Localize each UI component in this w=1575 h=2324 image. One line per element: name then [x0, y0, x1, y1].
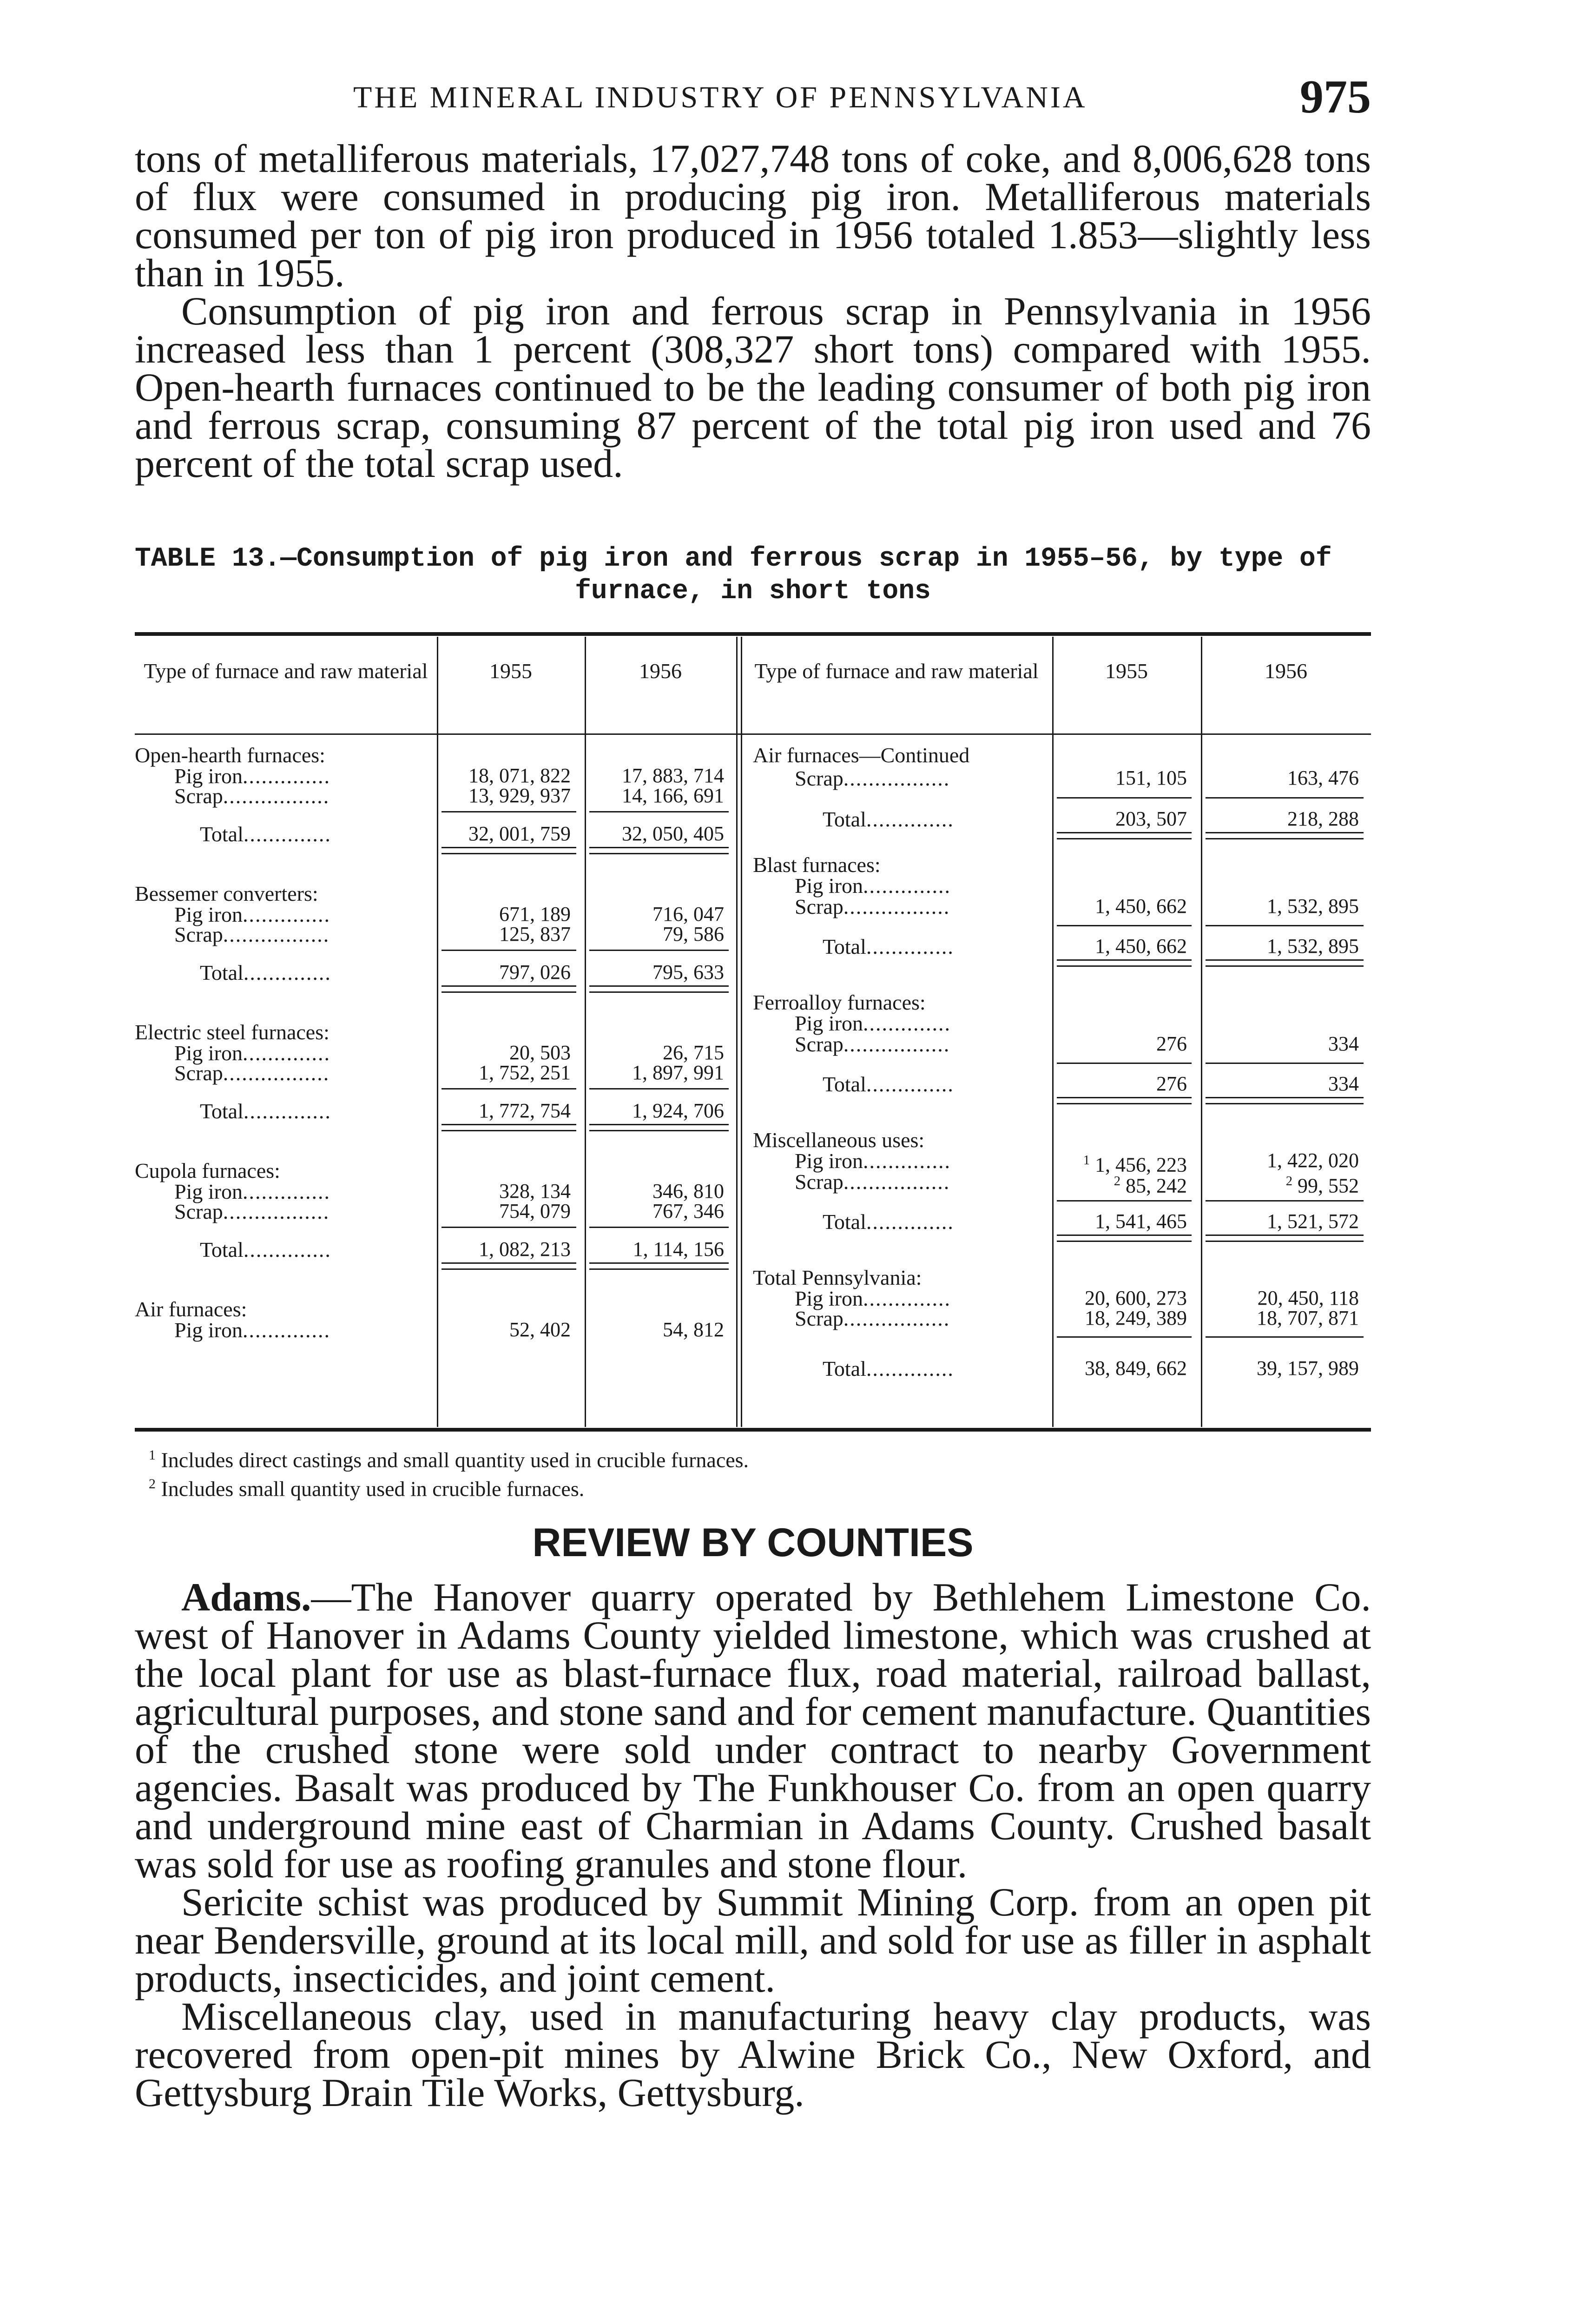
sum-rule — [442, 811, 576, 812]
row-label: Pig iron.............. — [795, 1011, 951, 1035]
double-rule — [1206, 1235, 1364, 1242]
total-1955: 1, 772, 754 — [479, 1099, 571, 1122]
row-label: Scrap................. — [795, 1032, 950, 1056]
footnote-mark: 2 — [1285, 1174, 1292, 1188]
group-heading: Open-hearth furnaces: — [135, 743, 325, 767]
total-1956: 1, 532, 895 — [1267, 935, 1359, 957]
group-heading: Total Pennsylvania: — [753, 1266, 922, 1289]
value-1956: 26, 715 — [663, 1041, 724, 1064]
double-rule — [1057, 1097, 1192, 1104]
value-1955: 671, 189 — [499, 903, 571, 925]
header-1956-left: 1956 — [639, 659, 682, 683]
value-1956: 54, 812 — [663, 1318, 724, 1341]
sum-rule — [1206, 797, 1364, 799]
sum-rule — [589, 1088, 729, 1089]
double-rule — [1057, 1235, 1192, 1242]
county-review-text — [135, 1575, 1371, 2115]
col-divider — [736, 637, 738, 1427]
caption-line: TABLE 13.—Consumption of pig iron and ferrous scrap in 1955–56, by type of — [135, 544, 1332, 574]
sum-rule — [1206, 1063, 1364, 1064]
value-1955: 754, 079 — [499, 1200, 571, 1222]
row-label: Total.............. — [200, 961, 331, 984]
row-label: Scrap................. — [795, 1170, 950, 1194]
row-label: Total.............. — [823, 1357, 954, 1380]
county-paragraph: Adams.—The Hanover quarry operated by Bethlehem Limestone Co. west of Hanover in Adams County yielded limestone, which was crushed at the local plant for use as blast-furnace flux, road material, railroad ballast, agricultural purposes, and stone sand and for cement manufacture. Quantities of the crushed stone were sold under contract to nearby Government agencies. Basalt was produced by The Funkhouser Co. from an open quarry and underground mine east of Charmian in Adams County. Crushed basalt was sold for use as roofing granules and stone flour. — [135, 1575, 1371, 1886]
double-rule — [442, 985, 576, 993]
group-heading: Blast furnaces: — [753, 853, 881, 877]
row-label: Scrap................. — [174, 784, 330, 808]
value-1955: 20, 600, 273 — [1085, 1287, 1187, 1309]
footnote: $^1$ Includes direct castings and small quantity used in crucible furnaces. — [149, 1447, 749, 1472]
double-rule — [589, 847, 729, 854]
sum-rule — [442, 1227, 576, 1228]
double-rule — [1206, 1097, 1364, 1104]
total-1956: 218, 288 — [1287, 807, 1359, 830]
group-heading: Air furnaces—Continued — [753, 743, 970, 767]
row-label: Pig iron.............. — [174, 764, 330, 788]
value-1955: $^1$ 1, 456, 223 — [1083, 1153, 1187, 1176]
county-paragraph: Miscellaneous clay, used in manufacturing heavy clay products, was recovered from open-pit mines by Alwine Brick Co., New Oxford, and Gettysburg Drain Tile Works, Gettysburg. — [135, 1994, 1371, 2115]
row-label: Pig iron.............. — [174, 1180, 330, 1203]
double-rule — [1057, 959, 1192, 967]
total-1955: 797, 026 — [499, 961, 571, 984]
total-1956: 32, 050, 405 — [622, 822, 724, 845]
double-rule — [442, 847, 576, 854]
total-1956: 795, 633 — [652, 961, 724, 984]
running-head — [135, 70, 1371, 125]
row-label: Total.............. — [823, 1210, 954, 1234]
sum-rule — [1057, 1063, 1192, 1064]
row-label: Total.............. — [200, 1099, 331, 1123]
row-label: Total.............. — [823, 935, 954, 958]
group-heading: Miscellaneous uses: — [753, 1128, 925, 1152]
value-1955: 276 — [1156, 1032, 1187, 1055]
footnote-mark: 2 — [1114, 1174, 1120, 1188]
header-type-left: Type of furnace and raw material — [144, 659, 428, 683]
header-rule — [135, 733, 1371, 735]
sum-rule — [1057, 925, 1192, 926]
col-divider — [585, 637, 586, 1427]
value-1956: 20, 450, 118 — [1257, 1287, 1359, 1309]
intro-paragraph: tons of metalliferous materials, 17,027,748 tons of coke, and 8,006,628 tons of flux were consumed in producing pig iron. Metalliferous materials consumed per ton of pig iron produced in 1956 totaled 1.853—slightly less than in 1955. — [135, 136, 1371, 295]
sum-rule — [589, 1227, 729, 1228]
group-heading: Cupola furnaces: — [135, 1159, 280, 1182]
value-1956: 1, 897, 991 — [632, 1061, 724, 1084]
total-1955: 32, 001, 759 — [468, 822, 571, 845]
intro-paragraph: Consumption of pig iron and ferrous scrap in Pennsylvania in 1956 increased less than 1 percent (308,327 short tons) compared with 1955. Open-hearth furnaces continued to be the leading consumer of both pig iron and ferrous scrap, consuming 87 percent of the total pig iron used and 76 percent of the total scrap used. — [135, 289, 1371, 486]
sum-rule — [1206, 1200, 1364, 1202]
double-rule — [589, 1124, 729, 1131]
header-1955-left: 1955 — [489, 659, 532, 683]
col-divider — [741, 637, 742, 1427]
col-divider — [437, 637, 438, 1427]
value-1956: 1, 422, 020 — [1267, 1149, 1359, 1172]
row-label: Scrap................. — [174, 1200, 330, 1223]
total-1955: 1, 541, 465 — [1095, 1210, 1187, 1233]
value-1955: 125, 837 — [499, 923, 571, 945]
value-1955: 20, 503 — [509, 1041, 571, 1064]
consumption-table — [135, 632, 1371, 1436]
row-label: Total.............. — [823, 1072, 954, 1096]
value-1956: 1, 532, 895 — [1267, 895, 1359, 918]
table-caption — [135, 543, 1371, 608]
row-label: Pig iron.............. — [795, 1287, 951, 1310]
double-rule — [442, 1262, 576, 1270]
value-1955: 151, 105 — [1115, 766, 1187, 789]
running-title: THE MINERAL INDUSTRY OF PENNSYLVANIA — [353, 80, 1087, 114]
header-1956-right: 1956 — [1265, 659, 1307, 683]
row-label: Pig iron.............. — [174, 1318, 330, 1342]
double-rule — [1057, 832, 1192, 839]
total-1956: 1, 114, 156 — [633, 1238, 724, 1261]
double-rule — [589, 985, 729, 993]
value-1956: $^2$ 99, 552 — [1285, 1174, 1359, 1197]
total-1955: 203, 507 — [1115, 807, 1187, 830]
total-1955: 1, 450, 662 — [1095, 935, 1187, 957]
total-1956: 1, 521, 572 — [1267, 1210, 1359, 1233]
row-label: Scrap................. — [795, 895, 950, 918]
row-label: Pig iron.............. — [174, 903, 330, 926]
section-heading: REVIEW BY COUNTIES — [532, 1520, 974, 1565]
sum-rule — [1057, 797, 1192, 799]
row-label: Pig iron.............. — [174, 1041, 330, 1065]
value-1955: 13, 929, 937 — [468, 784, 571, 807]
value-1955: 18, 249, 389 — [1085, 1307, 1187, 1329]
table-top-rule — [135, 632, 1371, 636]
row-label: Pig iron.............. — [795, 874, 951, 898]
row-label: Scrap................. — [174, 923, 330, 946]
value-1956: 14, 166, 691 — [622, 784, 724, 807]
total-1956: 39, 157, 989 — [1257, 1357, 1359, 1380]
sum-rule — [1057, 1200, 1192, 1202]
county-name: Adams. — [181, 1575, 311, 1619]
total-1955: 38, 849, 662 — [1085, 1357, 1187, 1380]
header-type-right: Type of furnace and raw material — [754, 659, 1039, 683]
row-label: Pig iron.............. — [795, 1149, 951, 1173]
footnote-mark: 1 — [1083, 1153, 1090, 1168]
sum-rule — [442, 1088, 576, 1089]
double-rule — [1206, 832, 1364, 839]
value-1956: 17, 883, 714 — [622, 764, 724, 787]
value-1956: 346, 810 — [652, 1180, 724, 1202]
value-1955: 52, 402 — [509, 1318, 571, 1341]
value-1956: 79, 586 — [663, 923, 724, 945]
row-label: Scrap................. — [795, 766, 950, 790]
row-label: Scrap................. — [174, 1061, 330, 1085]
sum-rule — [589, 950, 729, 951]
value-1955: $^2$ 85, 242 — [1114, 1174, 1187, 1197]
total-1956: 334 — [1328, 1072, 1359, 1095]
value-1955: 328, 134 — [499, 1180, 571, 1202]
row-label: Scrap................. — [795, 1307, 950, 1330]
sum-rule — [1206, 1336, 1364, 1338]
value-1955: 18, 071, 822 — [468, 764, 571, 787]
value-1956: 716, 047 — [652, 903, 724, 925]
intro-text — [135, 136, 1371, 486]
double-rule — [589, 1262, 729, 1270]
value-1955: 1, 752, 251 — [479, 1061, 571, 1084]
value-1955: 1, 450, 662 — [1095, 895, 1187, 918]
value-1956: 767, 346 — [652, 1200, 724, 1222]
sum-rule — [1206, 925, 1364, 926]
group-heading: Ferroalloy furnaces: — [753, 990, 926, 1014]
row-label: Total.............. — [200, 822, 331, 846]
group-heading: Electric steel furnaces: — [135, 1020, 329, 1044]
group-heading: Bessemer converters: — [135, 882, 318, 905]
row-label: Total.............. — [200, 1238, 331, 1261]
header-1955-right: 1955 — [1105, 659, 1148, 683]
caption-line: furnace, in short tons — [575, 576, 931, 607]
group-heading: Air furnaces: — [135, 1297, 247, 1321]
sum-rule — [589, 811, 729, 812]
sum-rule — [442, 950, 576, 951]
county-paragraph: Sericite schist was produced by Summit Mining Corp. from an open pit near Bendersville, ground at its local mill, and sold for use as filler in asphalt products, insecticides, and joint cement. — [135, 1880, 1371, 2000]
sum-rule — [1057, 1336, 1192, 1338]
value-1956: 334 — [1328, 1032, 1359, 1055]
double-rule — [1206, 959, 1364, 967]
row-label: Total.............. — [823, 807, 954, 831]
total-1955: 1, 082, 213 — [479, 1238, 571, 1261]
total-1956: 1, 924, 706 — [632, 1099, 724, 1122]
value-1956: 163, 476 — [1287, 766, 1359, 789]
value-1956: 18, 707, 871 — [1257, 1307, 1359, 1329]
table-bottom-rule — [135, 1428, 1371, 1432]
table-footnotes — [135, 1443, 1371, 1501]
total-1955: 276 — [1156, 1072, 1187, 1095]
double-rule — [442, 1124, 576, 1131]
page-number: 975 — [1300, 71, 1371, 123]
footnote: $^2$ Includes small quantity used in crucible furnaces. — [149, 1476, 585, 1501]
